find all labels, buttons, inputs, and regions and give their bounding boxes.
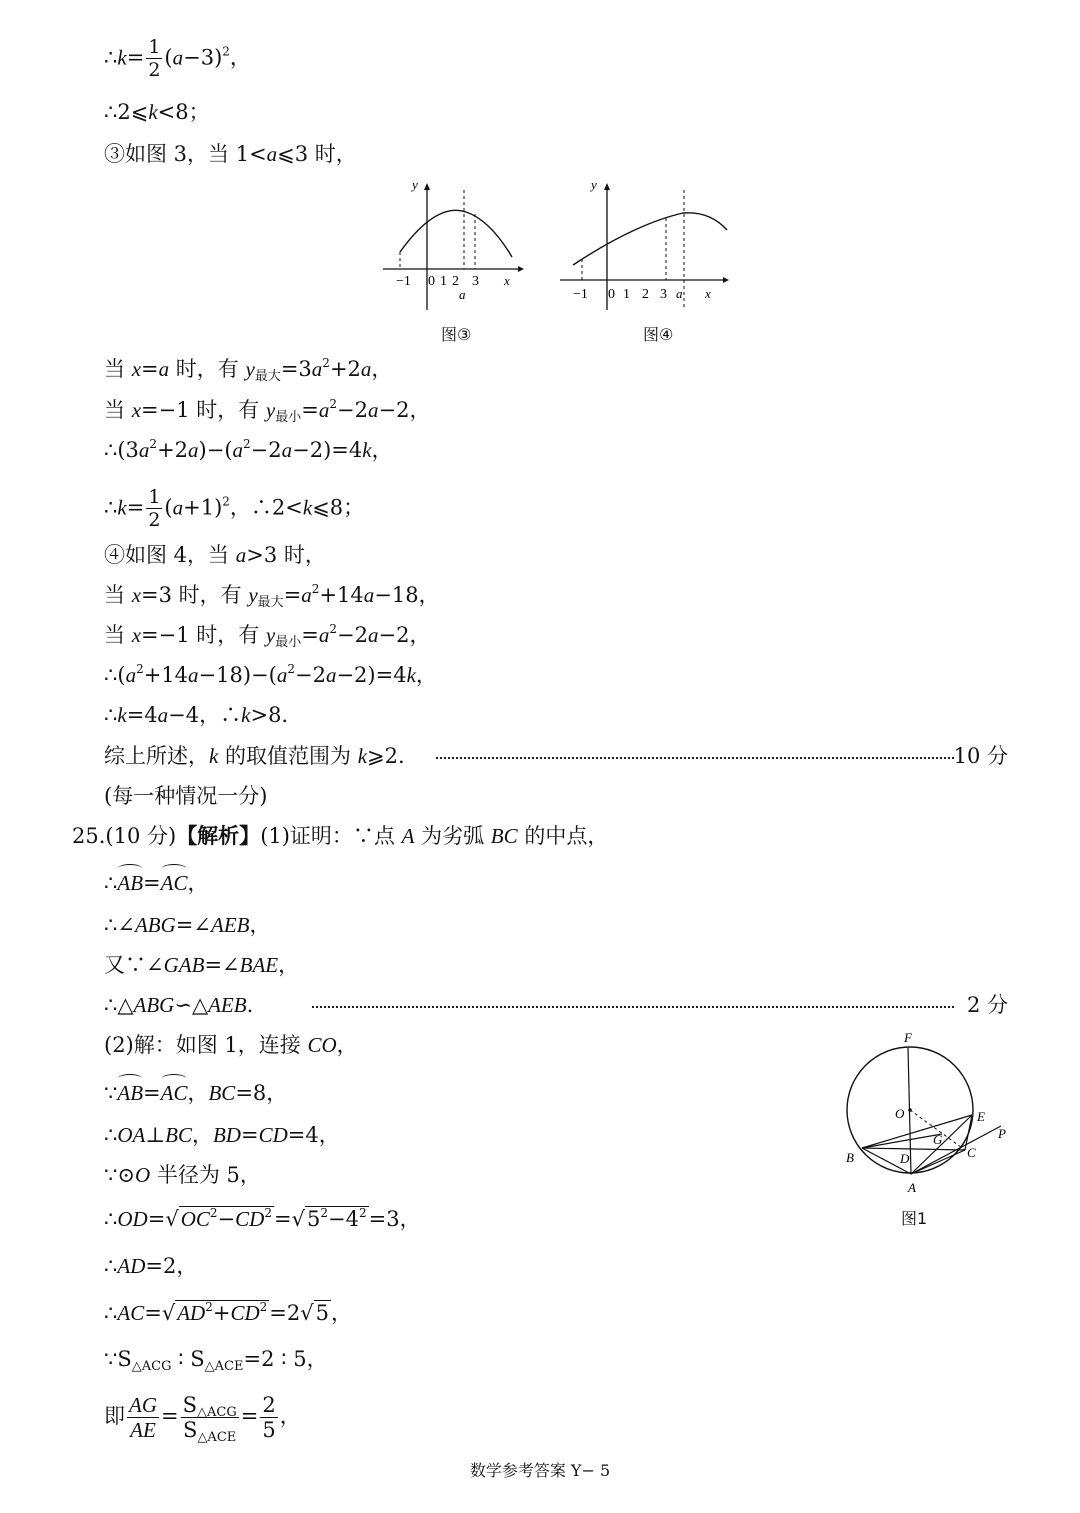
figure-4-graph [555,172,735,312]
line-q25-heading: 25.(10 分)【解析】(1)证明：∵点 A 为劣弧 BC 的中点， [72,824,609,848]
line-angles-2: 又∵∠GAB=∠BAE， [104,953,300,977]
line-case-4: ④如图 4，当 a>3 时， [104,543,326,567]
fig3-tick-0: 0 [428,274,435,289]
line-case-3: ③如图 3，当 1<a⩽3 时， [104,142,357,166]
line-similar: ∴△ABG∽△AEB. [104,993,254,1017]
line-note: (每一种情况一分) [104,784,268,808]
line-k-formula-3: ∴k= $\frac{1}{2}$ $(a+1)^2$，∴2<k⩽8； [104,486,365,531]
figure-3-graph [378,172,528,312]
fig4-tick-neg1: −1 [573,287,588,302]
fig4-tick-a: a [676,286,683,301]
line-ymax-case3: 当 x=a 时，有 $y_{最大}=3a^2+2a$， [104,356,393,384]
line-k-range-1: ∴2⩽k<8； [104,100,210,124]
fig1-point-c: C [967,1145,976,1160]
line-ad: ∴AD=2， [104,1254,198,1278]
score-2: 2 分 [966,993,1008,1017]
figure-3-caption: 图③ [441,325,472,344]
fig3-tick-3: 3 [472,274,479,289]
fig4-tick-3: 3 [660,287,667,302]
line-radius: ∵⊙O 半径为 5， [104,1163,261,1187]
line-summary: 综上所述，k 的取值范围为 k⩾2. [104,744,405,768]
fig1-point-p: P [998,1126,1006,1141]
fig3-tick-neg1: −1 [396,274,411,289]
line-arcs-equal: ∴AB=AC， [104,868,208,898]
fig1-point-e: E [977,1109,985,1124]
score-leader-2 [312,1006,954,1008]
line-od: $\therefore OD=√OC^2-CD^2=√5^2-4^2=3$， [104,1206,421,1231]
fig3-tick-a: a [459,287,466,302]
fig4-tick-0: 0 [608,287,615,302]
fig1-point-o: O [895,1106,905,1121]
score-10: 10 分 [953,744,1008,768]
line-ymax-case4: 当 x=3 时，有 $y_{最大}=a^2+14a-18$， [104,582,440,610]
line-ac: $\therefore AC=√AD^2+CD^2=2√5$， [104,1300,353,1325]
fig1-point-f: F [904,1030,912,1045]
line-diff-case4: $\therefore(a^2+14a-18)-(a^2-2a-2)=4k$， [104,662,437,687]
fig1-point-g: G [933,1132,943,1147]
line-area-ratio: $\because S_{\triangle ACG}$ ∶ $S_{\triangle ACE}=2$ ∶ 5， [104,1347,328,1374]
fig1-point-a: A [908,1180,916,1195]
fig1-point-b: B [846,1150,854,1165]
fig3-tick-2: 2 [452,274,459,289]
line-k-case4: ∴k=4a−4，∴k>8. [104,703,289,727]
line-ymin-case3: 当 x=−1 时，有 $y_{最小}=a^2-2a-2$， [104,397,431,425]
page-footer: 数学参考答案 Y− 5 [469,1461,611,1480]
fig1-point-d: D [900,1151,910,1166]
line-arcs-bc: ∵AB=AC，BC=8， [104,1078,287,1108]
fig3-y-label: y [412,177,418,192]
line-part2-start: (2)解：如图 1，连接 CO， [104,1033,358,1057]
line-ymin-case4: 当 x=−1 时，有 $y_{最小}=a^2-2a-2$， [104,622,431,650]
fig4-tick-2: 2 [642,287,649,302]
line-angles-1: ∴∠ABG=∠AEB， [104,913,271,937]
line-fraction-ratio: 即 $\frac{AG}{AE}$ = $\frac{S_{\triangle ACG}}{S_{\triangle ACE}}$ = $\frac{2}{5}$ ， [104,1392,301,1445]
figure-1-caption: 图1 [901,1209,928,1228]
fig3-tick-1: 1 [440,274,447,289]
line-diff-case3: $\therefore(3a^2+2a)-(a^2-2a-2)=4k$， [104,437,393,462]
fig4-y-label: y [591,177,597,192]
figure-1-circle [838,1026,1018,1201]
line-perpendicular: ∴OA⊥BC，BD=CD=4， [104,1123,340,1147]
figure-4-caption: 图④ [643,325,674,344]
fig3-x-label: x [504,273,510,288]
score-leader-10 [436,757,954,759]
fig4-x-label: x [705,286,711,301]
fig4-tick-1: 1 [623,287,630,302]
line-k-formula-1: ∴k= $\frac{1}{2}$ $(a-3)^2$， [104,36,251,81]
